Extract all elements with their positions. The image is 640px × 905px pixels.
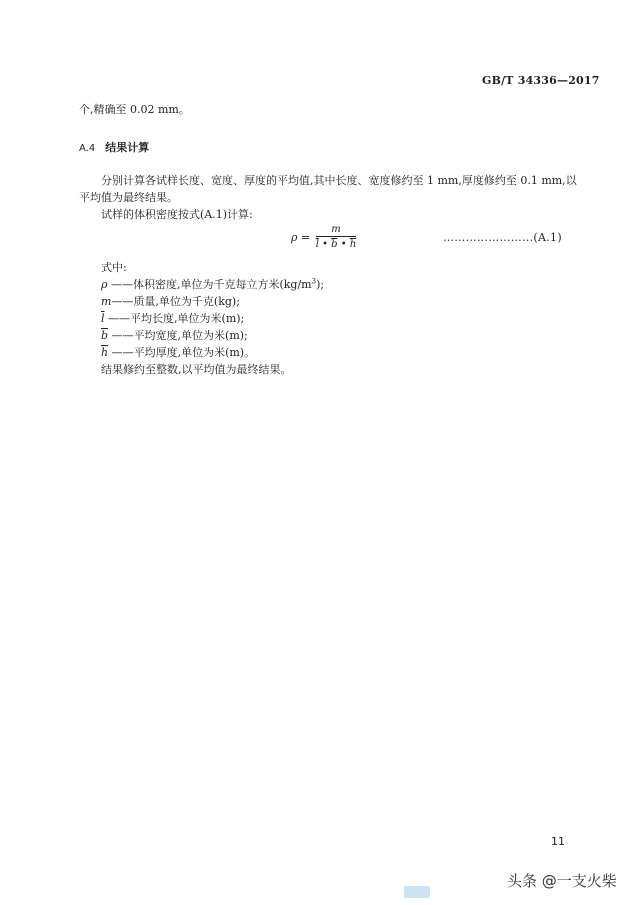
calculation-paragraph: 分别计算各试样长度、宽度、厚度的平均值,其中长度、宽度修约至 1 mm,厚度修约至 0.1 mm,以平均值为最终结果。 [79,174,577,204]
formula-denominator: $\overline{l}$ • $\overline{b}$ • $\overline{h}$ [315,239,357,250]
page-number: 11 [551,835,565,848]
variable-definition: $\overline{h}$ ——平均厚度,单位为米(m)。 [101,346,256,359]
formula-intro: 试样的体积密度按式(A.1)计算: [101,208,253,221]
formula-lhs: ρ = [291,230,311,244]
variable-definition: ρ ——体积密度,单位为千克每立方米$(kg/m^3)$; [101,277,325,291]
standard-number: GB/T 34336—2017 [482,74,600,87]
section-title: 结果计算 [105,141,150,154]
variable-definition: $\overline{l}$ ——平均长度,单位为米(m); [101,312,245,325]
section-number: A.4 [79,143,96,154]
variable-definition: m——质量,单位为千克(kg); [101,295,240,308]
equation-number: ……………………(A.1) [443,231,562,244]
watermark: 头条 @一支火柴 [507,872,617,890]
formula-fraction [316,224,357,250]
formula-numerator: m [316,224,357,237]
conclusion-text: 结果修约至整数,以平均值为最终结果。 [101,363,292,376]
continued-text: 个,精确至 0.02 mm。 [79,103,190,116]
density-formula [291,224,356,250]
section-heading [79,139,149,155]
variable-definition: $\overline{b}$ ——平均宽度,单位为米(m); [101,329,248,342]
bottom-logo-icon [404,886,430,898]
where-label: 式中: [101,261,127,274]
